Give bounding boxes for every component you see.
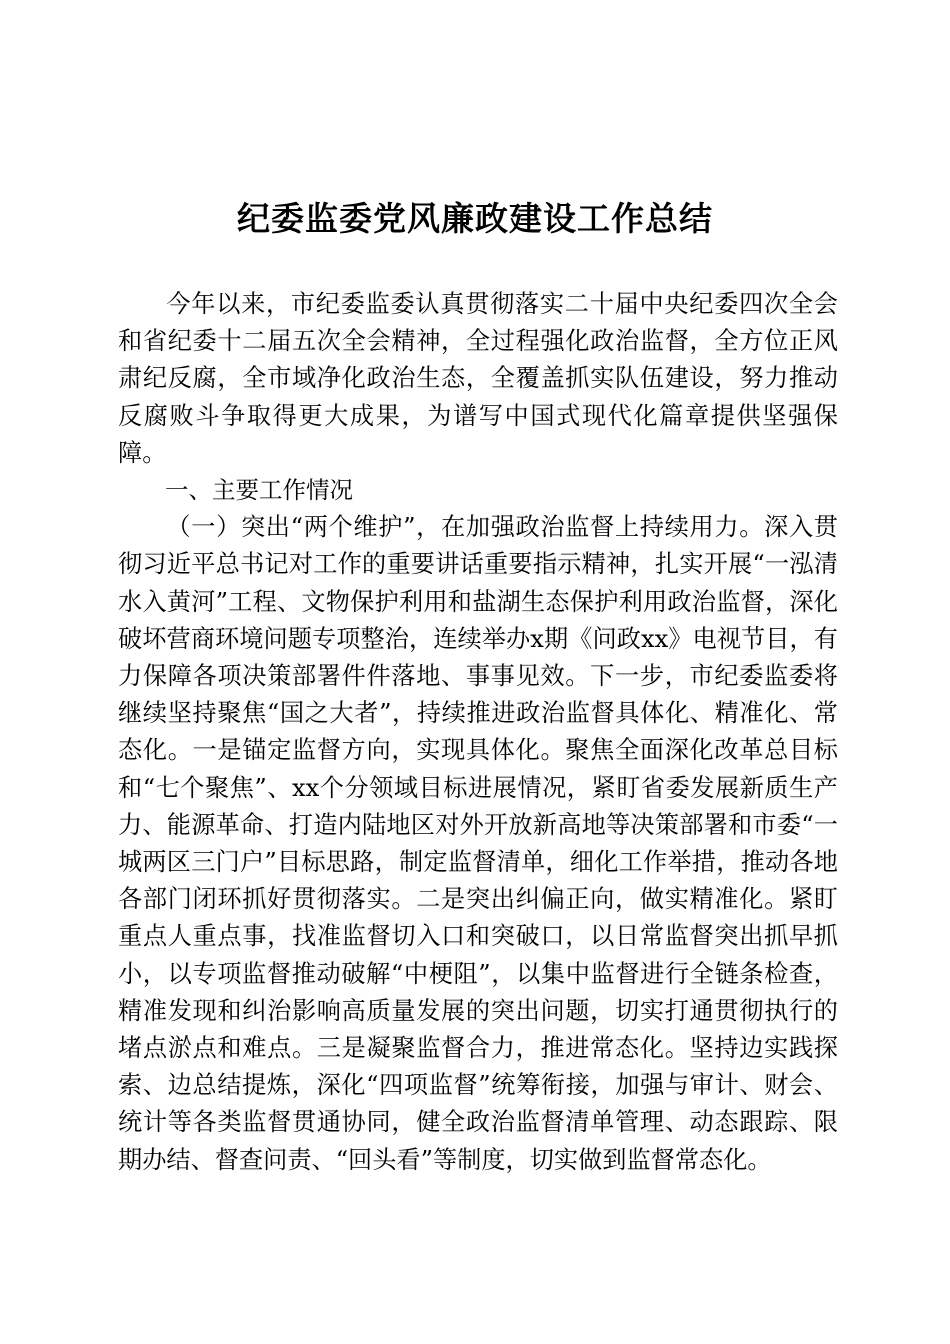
section-heading-main-work: 一、主要工作情况	[165, 476, 353, 505]
document-title: 纪委监委党风廉政建设工作总结	[237, 199, 713, 238]
document-body	[118, 286, 838, 1179]
intro-paragraph: 今年以来，市纪委监委认真贯彻落实二十届中央纪委四次全会和省纪委十二届五次全会精神，全过程强化政治监督，全方位正风肃纪反腐，全市域净化政治生态，全覆盖抓实队伍建设，努力推动反腐败斗争取得更大成果，为谱写中国式现代化篇章提供坚强保障。	[118, 290, 838, 467]
political-supervision-paragraph: （一）突出“两个维护”，在加强政治监督上持续用力。深入贯彻习近平总书记对工作的重要讲话重要指示精神，扎实开展“一泓清水入黄河”工程、文物保护利用和盐湖生态保护利用政治监督，深化破坏营商环境问题专项整治，连续举办x期《问政xx》电视节目，有力保障各项决策部署件件落地、事事见效。下一步，市纪委监委将继续坚持聚焦“国之大者”，持续推进政治监督具体化、精准化、常态化。一是锚定监督方向，实现具体化。聚焦全面深化改革总目标和“七个聚焦”、xx个分领域目标进展情况，紧盯省委发展新质生产力、能源革命、打造内陆地区对外开放新高地等决策部署和市委“一城两区三门户”目标思路，制定监督清单，细化工作举措，推动各地各部门闭环抓好贯彻落实。二是突出纠偏正向，做实精准化。紧盯重点人重点事，找准监督切入口和突破口，以日常监督突出抓早抓小，以专项监督推动破解“中梗阻”，以集中监督进行全链条检查，精准发现和纠治影响高质量发展的突出问题，切实打通贯彻执行的堵点淤点和难点。三是凝聚监督合力，推进常态化。坚持边实践探索、边总结提炼，深化“四项监督”统筹衔接，加强与审计、财会、统计等各类监督贯通协同，健全政治监督清单管理、动态跟踪、限期办结、督查问责、“回头看”等制度，切实做到监督常态化。	[118, 513, 838, 1174]
